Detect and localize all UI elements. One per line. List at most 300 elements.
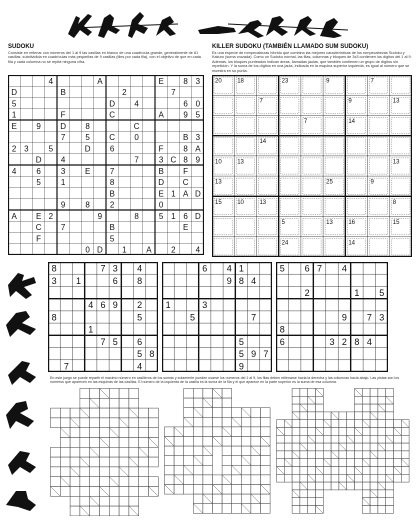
sudoku-cell-value: 5 bbox=[137, 312, 143, 323]
hex-cell-value: F bbox=[60, 110, 66, 120]
kakuro-cell bbox=[251, 475, 261, 485]
sudoku-cell-value: 5 bbox=[238, 336, 244, 347]
kakuro-cell bbox=[323, 482, 331, 490]
sudoku-cell-value: 1 bbox=[76, 275, 82, 286]
kakuro-cell bbox=[323, 474, 331, 482]
kakuro-cell bbox=[378, 428, 386, 436]
hex-cell-value: F bbox=[36, 234, 42, 244]
kakuro-cell bbox=[70, 408, 80, 418]
kakuro-cell bbox=[184, 398, 194, 408]
kakuro-cell bbox=[70, 428, 80, 438]
kakuro-cell bbox=[261, 504, 271, 514]
kakuro-cell bbox=[213, 398, 223, 408]
kakuro-cell bbox=[139, 487, 149, 497]
sudoku-cell-value: 1 bbox=[88, 324, 94, 335]
hex-cell-value: 5 bbox=[36, 178, 41, 188]
hex-cell-value: 2 bbox=[48, 211, 54, 221]
kakuro-grid-1 bbox=[50, 388, 160, 516]
cage-sum: 15 bbox=[215, 199, 222, 206]
kakuro-cell bbox=[139, 438, 149, 448]
kakuro-cell bbox=[386, 490, 394, 498]
kakuro-cell bbox=[378, 498, 386, 506]
kakuro-cell bbox=[316, 459, 324, 467]
sudoku-cell-value: 3 bbox=[329, 336, 335, 347]
kakuro-cell bbox=[213, 494, 223, 504]
kakuro-cell bbox=[362, 404, 370, 412]
kakuro-cell bbox=[109, 438, 119, 448]
hex-cell-value: D bbox=[109, 99, 116, 109]
kakuro-cell bbox=[90, 467, 100, 477]
kakuro-cell bbox=[193, 389, 203, 399]
kakuro-cell bbox=[300, 474, 308, 482]
kakuro-cell bbox=[222, 389, 232, 399]
kakuro-cell bbox=[193, 465, 203, 475]
kakuro-cell bbox=[292, 459, 300, 467]
kakuro-cell bbox=[174, 437, 184, 447]
hex-cell-value: 5 bbox=[11, 99, 17, 109]
kakuro-cell bbox=[323, 443, 331, 451]
hex-cell-value: 3 bbox=[24, 144, 29, 154]
kakuro-cell bbox=[193, 475, 203, 485]
kakuro-cell bbox=[119, 408, 129, 418]
hex-cell-value: D bbox=[60, 121, 67, 131]
kakuro-cell bbox=[362, 396, 370, 404]
kakuro-cell bbox=[401, 443, 409, 451]
hex-cell-value: 5 bbox=[109, 234, 115, 244]
kakuro-cell bbox=[251, 456, 261, 466]
kakuro-cell bbox=[203, 427, 213, 437]
hex-cell-value: 7 bbox=[109, 166, 115, 176]
hex-cell-value: A bbox=[182, 189, 189, 199]
kakuro-cell bbox=[193, 437, 203, 447]
killer-title: KILLER SUDOKU (TAMBIÉN LLAMADO SUM SUDOKU) bbox=[212, 44, 369, 50]
hex-cell-value: D bbox=[194, 211, 201, 221]
sudoku-cell-value: 7 bbox=[366, 312, 372, 323]
sudoku-cell-value: 7 bbox=[63, 361, 69, 372]
kakuro-cell bbox=[308, 420, 316, 428]
kakuro-cell bbox=[284, 428, 292, 436]
kakuro-cell bbox=[378, 506, 386, 514]
ninja-banner bbox=[58, 6, 358, 42]
kakuro-cell bbox=[193, 494, 203, 504]
kakuro-cell bbox=[203, 389, 213, 399]
sudoku-cell-value: 2 bbox=[341, 336, 347, 347]
hex-cell-value: 6 bbox=[109, 144, 115, 154]
kakuro-cell bbox=[370, 443, 378, 451]
hex-cell-value: 9 bbox=[36, 121, 41, 131]
cage-sum: 9 bbox=[370, 179, 374, 186]
kakuro-cell bbox=[347, 443, 355, 451]
hex-cell-value: B bbox=[182, 133, 189, 143]
kakuro-cell bbox=[378, 389, 386, 397]
sudoku-cell-value: 8 bbox=[137, 275, 143, 286]
kakuro-cell bbox=[51, 408, 61, 418]
kakuro-cell bbox=[80, 389, 90, 399]
kakuro-cell bbox=[129, 428, 139, 438]
kakuro-cell bbox=[232, 408, 242, 418]
hex-cell-value: 8 bbox=[183, 144, 188, 154]
kakuro-cell bbox=[300, 428, 308, 436]
cage-sum: 13 bbox=[259, 199, 267, 206]
hex-cell-value: B bbox=[109, 223, 115, 233]
sudoku-cell-value: 3 bbox=[202, 300, 208, 311]
kakuro-cell bbox=[362, 428, 370, 436]
kakuro-cell bbox=[308, 482, 316, 490]
kakuro-cell bbox=[339, 451, 347, 459]
sudoku-cell-value: 9 bbox=[112, 300, 118, 311]
kakuro-cell bbox=[251, 437, 261, 447]
kakuro-cell bbox=[370, 459, 378, 467]
kakuro-cell bbox=[316, 490, 324, 498]
kakuro-cell bbox=[222, 504, 232, 514]
kakuro-cell bbox=[251, 465, 261, 475]
hex-cell-value: 5 bbox=[48, 144, 54, 154]
killer-sudoku-grid bbox=[212, 75, 412, 257]
hex-cell-value: 6 bbox=[36, 166, 41, 176]
sudoku-cell-value: 8 bbox=[51, 263, 57, 274]
kakuro-cell bbox=[378, 490, 386, 498]
kakuro-cell bbox=[308, 443, 316, 451]
kakuro-cell bbox=[109, 447, 119, 457]
hex-cell-value: A bbox=[158, 110, 164, 120]
hex-cell-value: 6 bbox=[183, 211, 188, 221]
sudoku-cell-value: 1 bbox=[354, 287, 360, 298]
kakuro-cell bbox=[362, 474, 370, 482]
kakuro-cell bbox=[241, 427, 251, 437]
kakuro-cell bbox=[323, 435, 331, 443]
kakuro-cell bbox=[284, 474, 292, 482]
kakuro-cell bbox=[193, 427, 203, 437]
kakuro-cell bbox=[222, 408, 232, 418]
hex-cell-value: 1 bbox=[60, 178, 66, 188]
kakuro-cell bbox=[394, 451, 402, 459]
hex-cell-value: D bbox=[96, 245, 103, 255]
kakuro-cell bbox=[129, 418, 139, 428]
sudoku-cell-value: 4 bbox=[341, 263, 347, 274]
kakuro-cell bbox=[401, 428, 409, 436]
sudoku-cell-value: 7 bbox=[251, 312, 257, 323]
kakuro-cell bbox=[261, 465, 271, 475]
cage-sum: 7 bbox=[303, 118, 308, 125]
kakuro-cell bbox=[370, 498, 378, 506]
kakuro-cell bbox=[232, 437, 242, 447]
kakuro-cell bbox=[241, 494, 251, 504]
kakuro-cell bbox=[339, 474, 347, 482]
kakuro-cell bbox=[292, 482, 300, 490]
kakuro-cell bbox=[261, 417, 271, 427]
kakuro-cell bbox=[193, 417, 203, 427]
kakuro-cell bbox=[370, 428, 378, 436]
kakuro-cell bbox=[109, 408, 119, 418]
kakuro-cell bbox=[60, 438, 70, 448]
kakuro-cell bbox=[394, 443, 402, 451]
kakuro-cell bbox=[174, 485, 184, 495]
sudoku-cell-value: 9 bbox=[226, 275, 232, 286]
kakuro-cell bbox=[70, 487, 80, 497]
kakuro-cell bbox=[100, 418, 110, 428]
kakuro-cell bbox=[90, 457, 100, 467]
cage-sum: 25 bbox=[326, 179, 333, 186]
kakuro-cell bbox=[316, 412, 324, 420]
kakuro-cell bbox=[100, 408, 110, 418]
kakuro-cell bbox=[316, 420, 324, 428]
cage-sum: 14 bbox=[348, 118, 356, 125]
kakuro-cell bbox=[213, 427, 223, 437]
kakuro-cell bbox=[292, 474, 300, 482]
sudoku-cell-value: 2 bbox=[304, 287, 310, 298]
sudoku-cell-value: 7 bbox=[100, 336, 106, 347]
kakuro-cell bbox=[300, 490, 308, 498]
kakuro-cell bbox=[339, 459, 347, 467]
kakuro-cell bbox=[300, 389, 308, 397]
kakuro-cell bbox=[370, 482, 378, 490]
kakuro-cell bbox=[60, 418, 70, 428]
kakuro-cell bbox=[370, 474, 378, 482]
kakuro-cell bbox=[184, 427, 194, 437]
kakuro-cell bbox=[308, 490, 316, 498]
kakuro-cell bbox=[386, 467, 394, 475]
kakuro-cell bbox=[308, 389, 316, 397]
kakuro-cell bbox=[386, 482, 394, 490]
kakuro-cell bbox=[222, 398, 232, 408]
kakuro-cell bbox=[323, 467, 331, 475]
sudoku-cell-value: 6 bbox=[202, 263, 208, 274]
sudoku-cell-value: 4 bbox=[137, 361, 143, 372]
sudoku-cell-value: 9 bbox=[238, 361, 244, 372]
kakuro-cell bbox=[100, 477, 110, 487]
sudoku-cell-value: 3 bbox=[51, 275, 57, 286]
kakuro-cell bbox=[139, 467, 149, 477]
kakuro-cell bbox=[232, 504, 242, 514]
kakuro-cell bbox=[362, 443, 370, 451]
kakuro-cell bbox=[90, 418, 100, 428]
kakuro-cell bbox=[277, 443, 285, 451]
kakuro-cell bbox=[339, 428, 347, 436]
kakuro-cell bbox=[292, 396, 300, 404]
sudoku-cell-value: 5 bbox=[279, 263, 285, 274]
kakuro-cell bbox=[60, 487, 70, 497]
hex-cell-value: E bbox=[35, 211, 42, 221]
kakuro-cell bbox=[300, 412, 308, 420]
kakuro-cell bbox=[193, 485, 203, 495]
kakuro-cell bbox=[90, 428, 100, 438]
kakuro-cell bbox=[394, 459, 402, 467]
kakuro-cell bbox=[119, 457, 129, 467]
hex-cell-value: 4 bbox=[11, 166, 17, 176]
hex-cell-value: A bbox=[97, 76, 103, 86]
kakuro-cell bbox=[174, 465, 184, 475]
kakuro-cell bbox=[251, 408, 261, 418]
kakuro-cell bbox=[232, 456, 242, 466]
sudoku-grid-1 bbox=[48, 262, 158, 372]
hex-cell-value: C bbox=[109, 110, 116, 120]
hex-cell-value: D bbox=[194, 189, 201, 199]
kakuro-cell bbox=[308, 404, 316, 412]
hex-cell-value: 2 bbox=[171, 245, 176, 255]
cage-sum: 23 bbox=[281, 78, 289, 85]
hex-cell-value: 5 bbox=[195, 110, 201, 120]
kakuro-cell bbox=[222, 494, 232, 504]
kakuro-cell bbox=[60, 467, 70, 477]
kakuro-cell bbox=[51, 418, 61, 428]
cage-sum: 24 bbox=[281, 240, 289, 247]
kakuro-cell bbox=[261, 427, 271, 437]
kakuro-cell bbox=[90, 477, 100, 487]
kakuro-cell bbox=[362, 467, 370, 475]
kakuro-cell bbox=[165, 475, 175, 485]
kakuro-cell bbox=[184, 485, 194, 495]
sudoku-grid-3 bbox=[276, 262, 388, 372]
kakuro-cell bbox=[109, 389, 119, 399]
kakuro-cell bbox=[90, 487, 100, 497]
hex-cell-value: 9 bbox=[195, 155, 201, 165]
kakuro-cell bbox=[370, 389, 378, 397]
kakuro-cell bbox=[80, 467, 90, 477]
hex-cell-value: 6 bbox=[183, 99, 188, 109]
kakuro-cell bbox=[119, 496, 129, 506]
hex-cell-value: A bbox=[195, 144, 201, 154]
hex-cell-value: 8 bbox=[183, 155, 188, 165]
kakuro-cell bbox=[284, 435, 292, 443]
hex-cell-value: 4 bbox=[48, 76, 54, 86]
kakuro-cell bbox=[378, 396, 386, 404]
kakuro-cell bbox=[213, 408, 223, 418]
hex-cell-value: 0 bbox=[85, 245, 90, 255]
kakuro-cell bbox=[51, 467, 61, 477]
kakuro-cell bbox=[109, 496, 119, 506]
kakuro-cell bbox=[261, 408, 271, 418]
kakuro-cell bbox=[241, 437, 251, 447]
kakuro-cell bbox=[129, 477, 139, 487]
kakuro-cell bbox=[316, 482, 324, 490]
kakuro-cell bbox=[394, 435, 402, 443]
sudoku-cell-value: 8 bbox=[279, 324, 285, 335]
sudoku-cell-value: 8 bbox=[354, 336, 360, 347]
kakuro-cell bbox=[149, 408, 159, 418]
kakuro-cell bbox=[292, 435, 300, 443]
kakuro-cell bbox=[203, 408, 213, 418]
kakuro-cell bbox=[339, 435, 347, 443]
kakuro-cell bbox=[362, 506, 370, 514]
kakuro-cell bbox=[232, 475, 242, 485]
kakuro-cell bbox=[386, 412, 394, 420]
sudoku-cell-value: 5 bbox=[238, 349, 244, 360]
cage-sum: 13 bbox=[215, 179, 222, 186]
kakuro-cell bbox=[316, 443, 324, 451]
hex-cell-value: 1 bbox=[171, 211, 176, 221]
cage-sum: 9 bbox=[348, 98, 352, 105]
kakuro-cell bbox=[401, 435, 409, 443]
hex-cell-value: F bbox=[158, 144, 164, 154]
cage-sum: 16 bbox=[348, 220, 356, 227]
kakuro-cell bbox=[347, 467, 355, 475]
sudoku-cell-value: 4 bbox=[251, 275, 257, 286]
kakuro-cell bbox=[51, 447, 61, 457]
kakuro-cell bbox=[60, 457, 70, 467]
sudoku-cell-value: 5 bbox=[137, 349, 143, 360]
kakuro-cell bbox=[80, 477, 90, 487]
sudoku-cell-value: 1 bbox=[238, 263, 244, 274]
kakuro-cell bbox=[370, 396, 378, 404]
kakuro-cell bbox=[331, 474, 339, 482]
kakuro-cell bbox=[119, 477, 129, 487]
kakuro-cell bbox=[80, 428, 90, 438]
kakuro-cell bbox=[292, 443, 300, 451]
hex-cell-value: 8 bbox=[183, 76, 188, 86]
kakuro-cell bbox=[401, 451, 409, 459]
kakuro-cell bbox=[174, 446, 184, 456]
kakuro-cell bbox=[331, 435, 339, 443]
kakuro-cell bbox=[370, 404, 378, 412]
kakuro-cell bbox=[347, 482, 355, 490]
sudoku-cell-value: 5 bbox=[190, 312, 196, 323]
kakuro-cell bbox=[386, 420, 394, 428]
cage-sum: 13 bbox=[392, 98, 400, 105]
kakuro-cell bbox=[165, 456, 175, 466]
hex-cell-value: 7 bbox=[171, 88, 176, 98]
kakuro-cell bbox=[60, 408, 70, 418]
hex-cell-value: 2 bbox=[11, 144, 17, 154]
kakuro-cell bbox=[100, 467, 110, 477]
hex-cell-value: B bbox=[109, 189, 115, 199]
hex-cell-value: 7 bbox=[60, 223, 66, 233]
kakuro-cell bbox=[90, 408, 100, 418]
sudoku-cell-value: 3 bbox=[112, 263, 118, 274]
kakuro-cell bbox=[203, 417, 213, 427]
sudoku-cell-value: 5 bbox=[379, 287, 385, 298]
hex-cell-value: 3 bbox=[158, 155, 164, 165]
kakuro-cell bbox=[109, 506, 119, 516]
kakuro-cell bbox=[90, 506, 100, 516]
kakuro-cell bbox=[222, 456, 232, 466]
killer-frame bbox=[213, 76, 412, 257]
kakuro-cell bbox=[251, 504, 261, 514]
kakuro-cell bbox=[100, 457, 110, 467]
kakuro-cell bbox=[203, 485, 213, 495]
kakuro-cell bbox=[119, 438, 129, 448]
sudoku-cell-value: 6 bbox=[279, 336, 285, 347]
kakuro-cell bbox=[355, 482, 363, 490]
kakuro-cell bbox=[355, 420, 363, 428]
hex-cell-value: B bbox=[60, 88, 66, 98]
kakuro-cell bbox=[308, 498, 316, 506]
kakuro-cell bbox=[129, 487, 139, 497]
kakuro-cell bbox=[316, 498, 324, 506]
sudoku-cell-value: 6 bbox=[112, 275, 118, 286]
kakuro-cell bbox=[292, 467, 300, 475]
kakuro-cell bbox=[203, 437, 213, 447]
kakuro-cell bbox=[203, 465, 213, 475]
kakuro-cell bbox=[222, 485, 232, 495]
kakuro-cell bbox=[300, 451, 308, 459]
sudoku-cell-value: 6 bbox=[304, 263, 310, 274]
hex-cell-value: 8 bbox=[85, 200, 90, 210]
hex-cell-value: C bbox=[109, 133, 116, 143]
kakuro-cell bbox=[129, 447, 139, 457]
hex-cell-value: D bbox=[158, 178, 165, 188]
hex-cell-value: 3 bbox=[195, 133, 201, 143]
kakuro-cell bbox=[308, 428, 316, 436]
sudoku-cell-value: 5 bbox=[112, 336, 118, 347]
cage-sum: 7 bbox=[259, 98, 263, 105]
kakuro-cell bbox=[386, 451, 394, 459]
cage-sum: 13 bbox=[392, 159, 400, 166]
kakuro-cell bbox=[277, 474, 285, 482]
cage-sum: 14 bbox=[259, 139, 267, 146]
kakuro-cell bbox=[80, 496, 90, 506]
sudoku-cell-value: 7 bbox=[317, 263, 323, 274]
kakuro-cell bbox=[80, 487, 90, 497]
